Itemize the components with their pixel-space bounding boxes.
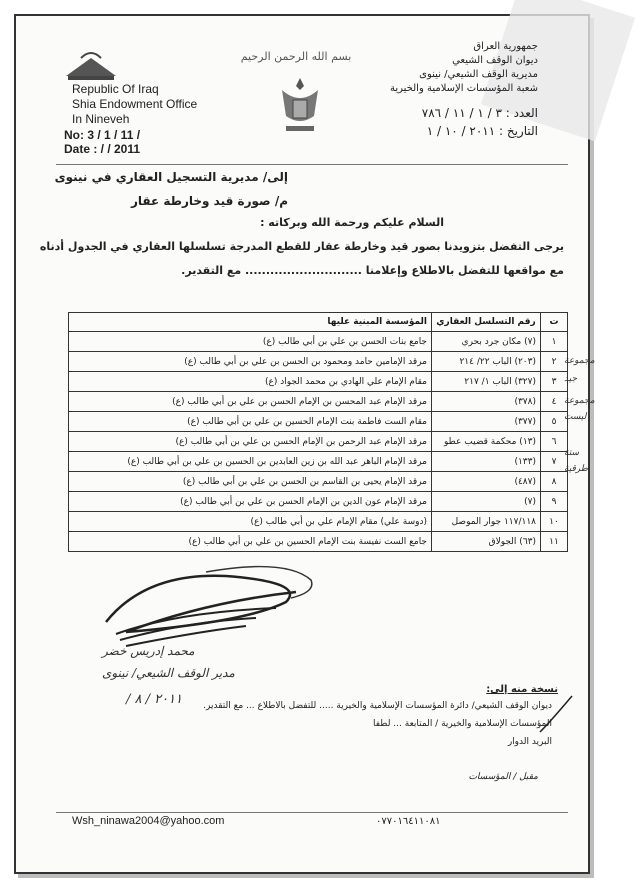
request-paragraph-2: مع مواقعها للتفضل بالاطلاع وإعلامنا ............................ مع التقدير. <box>181 264 564 277</box>
header-institution: المؤسسة المبنية عليها <box>69 313 432 332</box>
addressee: إلى/ مديرية التسجيل العقاري في نينوى <box>54 170 288 184</box>
table-row: ٤ (٣٧٨) مرقد الإمام عبد المحسن بن الإمام الحسن بن علي بن أبي طالب (ع) <box>69 392 568 412</box>
basmala: بسم الله الرحمن الرحيم <box>240 50 352 63</box>
subject: م/ صورة قيد وخارطة عقار <box>130 194 288 208</box>
en-line-office: Shia Endowment Office <box>72 97 198 111</box>
header-divider <box>56 164 568 165</box>
ar-line-directorate: مديرية الوقف الشيعي/ نينوى <box>419 69 538 80</box>
en-date: Date : / / 2011 <box>64 142 141 156</box>
table-row: ٧ (١٣٣) مرقد الإمام الباهر عبد الله بن زين العابدين بن الحسين بن علي بن أبي طالب (ع) <box>69 452 568 472</box>
margin-note: ليست <box>564 412 587 422</box>
office-logo <box>46 46 136 86</box>
ar-date: التاريخ : ٢٠١١ / ١٠ / ١ <box>426 124 538 138</box>
ar-header <box>358 40 538 96</box>
table-row: ٩ (٧) مرقد الإمام عون الدين بن الإمام الحسن بن علي بن أبي طالب (ع) <box>69 492 568 512</box>
ar-line-office: ديوان الوقف الشيعي <box>452 55 538 66</box>
en-header <box>72 82 222 127</box>
margin-note: مجموعة <box>564 356 595 366</box>
ar-line-country: جمهورية العراق <box>473 41 538 52</box>
footer-email: Wsh_ninawa2004@yahoo.com <box>72 815 225 827</box>
margin-note: مجموعة <box>564 396 595 406</box>
header-serial: رقم التسلسل العقاري <box>432 313 541 332</box>
cc-item: ديوان الوقف الشيعي/ دائرة المؤسسات الإسلامية والخيرية ..... للتفضل بالاطلاع ... مع التقدير. <box>203 701 552 711</box>
document-page <box>14 14 595 874</box>
signature-date: ٢٠١١ / ٨ / <box>126 692 183 707</box>
footer-phone: ٠٧٧٠١٦٤١١٠٨١ <box>376 816 441 827</box>
table-row: ١٠ ١١٧/١١٨ جوار الموصل (دوسة علي) مقام الإمام علي بن أبي طالب (ع) <box>69 512 568 532</box>
margin-note: ستة <box>564 448 580 458</box>
ar-number: العدد : ٣ / ١ / ١١ / ٧٨٦ <box>421 106 538 120</box>
table-header-row <box>69 313 568 332</box>
checkmark-icon <box>536 692 576 742</box>
property-table <box>68 312 568 552</box>
table-row: ١ (٧) مكان جرد بحري جامع بنات الحسن بن علي بن أبي طالب (ع) <box>69 332 568 352</box>
eagle-emblem-icon <box>278 76 322 140</box>
greeting: السلام عليكم ورحمة الله وبركاته : <box>260 216 444 229</box>
margin-note: طرقية <box>564 464 588 474</box>
cc-item: البريد الدوار <box>507 737 552 747</box>
table-row: ١١ (٦٣) الجولاق جامع الست نفيسة بنت الإمام الحسين بن علي بن أبي طالب (ع) <box>69 532 568 552</box>
cc-footer: مقبل / المؤسسات <box>468 772 538 782</box>
table-row: ٥ (٣٧٧) مقام الست فاطمة بنت الإمام الحسين بن علي بن أبي طالب (ع) <box>69 412 568 432</box>
footer-divider <box>56 812 568 813</box>
cc-item: المؤسسات الإسلامية والخيرية / المتابعة ... لطفا <box>373 719 552 729</box>
signatory-name: محمد إدريس خضر <box>102 644 195 658</box>
margin-note: جيد <box>564 374 578 384</box>
signatory-title: مدير الوقف الشيعي/ نينوى <box>102 666 235 680</box>
table-row: ٣ (٣٢٧) الباب ١/ ٢١٧ مقام الإمام علي الهادي بن محمد الجواد (ع) <box>69 372 568 392</box>
en-number: No: 3 / 1 / 11 / <box>64 128 141 142</box>
table-row: ٦ (١٣) محكمة قضيب عطو مرقد الإمام عبد الرحمن بن الإمام الحسن بن علي بن أبي طالب (ع) <box>69 432 568 452</box>
cc-heading: نسخة منه إلى: <box>486 684 558 695</box>
request-paragraph-1: يرجى التفضل بتزويدنا بصور قيد وخارطة عقار للقطع المدرجة تسلسلها العقاري في الجدول أدناه <box>39 240 564 253</box>
ar-line-section: شعبة المؤسسات الإسلامية والخيرية <box>389 83 538 94</box>
en-line-city: In Nineveh <box>72 112 130 126</box>
table-row: ٢ (٢٠٣) الباب ٢٢/ ٢١٤ مرقد الإمامين حامد ومحمود بن الحسن بن علي بن أبي طالب (ع) <box>69 352 568 372</box>
header-index: ت <box>541 313 568 332</box>
en-line-country: Republic Of Iraq <box>72 82 159 96</box>
table-row: ٨ (٤٨٧) مرقد الإمام يحيى بن القاسم بن الحسن بن علي بن أبي طالب (ع) <box>69 472 568 492</box>
